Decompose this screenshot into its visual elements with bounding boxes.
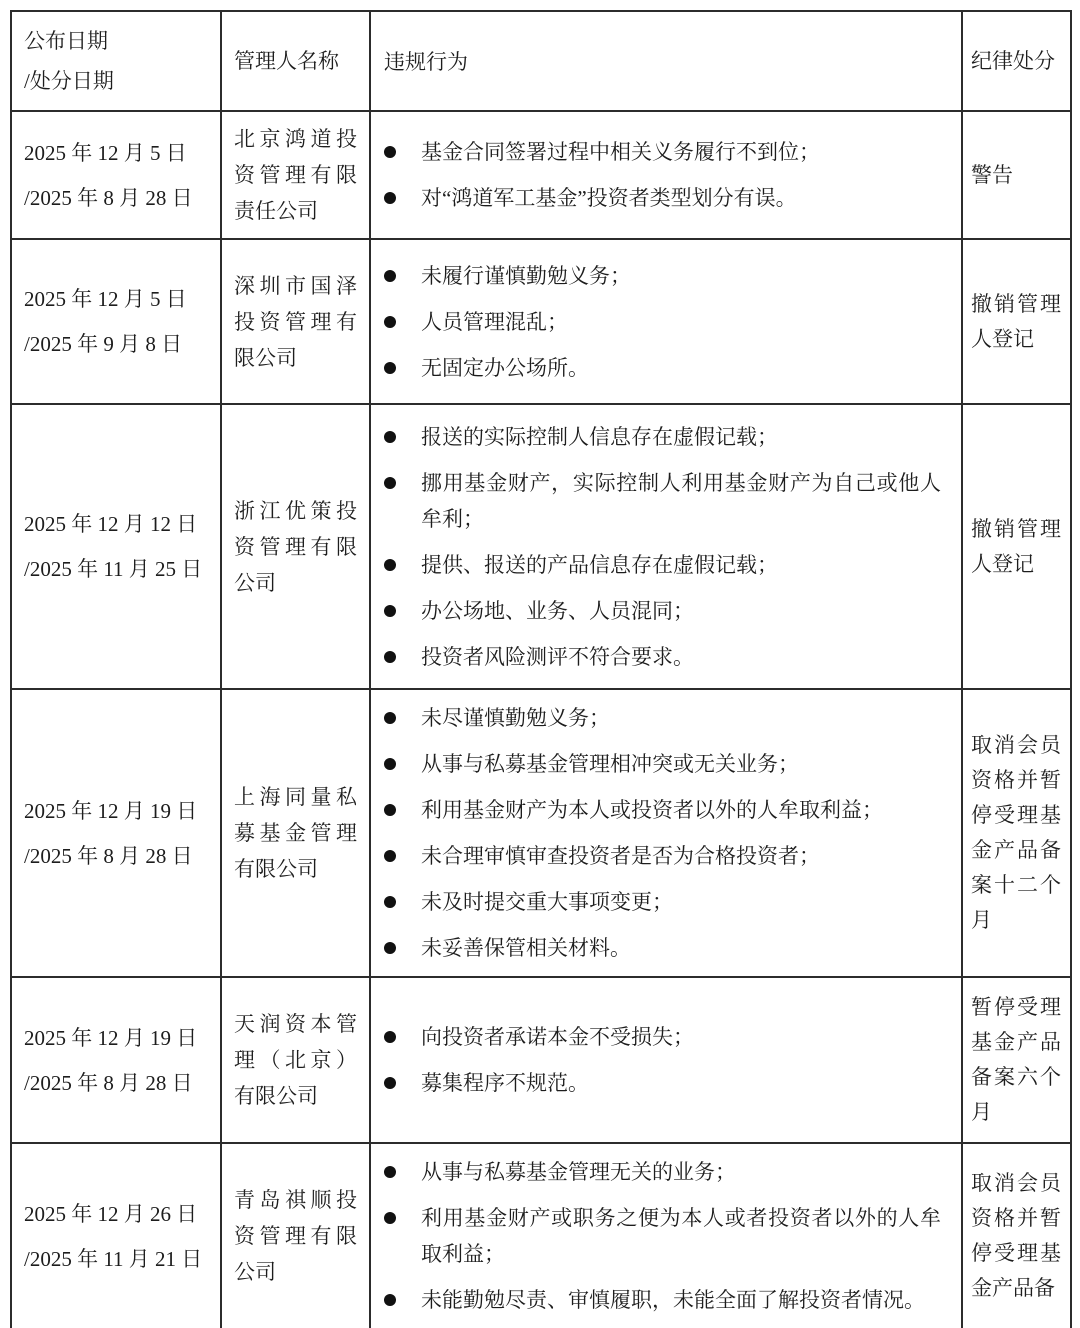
header-date-cell bbox=[11, 11, 221, 111]
publish-date: 2025 年 12 月 5 日 bbox=[24, 287, 187, 311]
violation-text: 基金合同签署过程中相关义务履行不到位； bbox=[421, 140, 820, 164]
bullet-icon bbox=[384, 850, 396, 862]
bullet-icon bbox=[384, 477, 396, 489]
bullet-icon bbox=[384, 146, 396, 158]
violation-item bbox=[384, 792, 941, 828]
table-row bbox=[11, 404, 1071, 689]
bullet-icon bbox=[384, 1294, 396, 1306]
table-row bbox=[11, 239, 1071, 404]
violation-item bbox=[384, 838, 941, 874]
violation-text: 从事与私募基金管理相冲突或无关业务； bbox=[421, 752, 799, 776]
violation-item bbox=[384, 350, 941, 386]
violation-text: 未妥善保管相关材料。 bbox=[421, 936, 631, 960]
violations-cell bbox=[370, 977, 962, 1143]
punish-date: /2025 年 11 月 21 日 bbox=[24, 1246, 203, 1271]
table-row bbox=[11, 977, 1071, 1143]
violation-item bbox=[384, 746, 941, 782]
violation-text: 募集程序不规范。 bbox=[421, 1071, 589, 1095]
date-cell bbox=[11, 111, 221, 239]
violation-item bbox=[384, 304, 941, 340]
header-penalty-cell: 纪律处分 bbox=[962, 11, 1071, 111]
bullet-icon bbox=[384, 896, 396, 908]
bullet-icon bbox=[384, 1031, 396, 1043]
violation-text: 对“鸿道军工基金”投资者类型划分有误。 bbox=[421, 186, 797, 210]
violation-item bbox=[384, 593, 941, 629]
violation-text: 提供、报送的产品信息存在虚假记载； bbox=[421, 552, 778, 577]
bullet-icon bbox=[384, 804, 396, 816]
bullet-icon bbox=[384, 192, 396, 204]
violations-cell bbox=[370, 239, 962, 404]
bullet-icon bbox=[384, 1166, 396, 1178]
table-row bbox=[11, 111, 1071, 239]
date-cell bbox=[11, 977, 221, 1143]
bullet-icon bbox=[384, 605, 396, 617]
penalty-cell: 取消会员资格并暂停受理基金产品备案十二个月 bbox=[962, 689, 1071, 977]
date-cell bbox=[11, 689, 221, 977]
violations-cell bbox=[370, 111, 962, 239]
publish-date: 2025 年 12 月 26 日 bbox=[24, 1201, 198, 1226]
bullet-icon bbox=[384, 942, 396, 954]
punish-date: /2025 年 9 月 8 日 bbox=[24, 332, 183, 356]
violation-text: 利用基金财产为本人或投资者以外的人牟取利益； bbox=[421, 798, 883, 822]
manager-cell: 天润资本管理（北京）有限公司 bbox=[221, 977, 370, 1143]
violation-text: 未合理审慎审查投资者是否为合格投资者； bbox=[421, 844, 820, 868]
bullet-icon bbox=[384, 316, 396, 328]
violation-item bbox=[384, 1065, 941, 1101]
violation-item bbox=[384, 180, 941, 216]
violation-text: 投资者风险测评不符合要求。 bbox=[421, 644, 694, 669]
violation-text: 无固定办公场所。 bbox=[421, 355, 589, 380]
bullet-icon bbox=[384, 712, 396, 724]
violation-text: 未履行谨慎勤勉义务； bbox=[421, 263, 631, 288]
penalty-cell: 暂停受理基金产品备案六个月 bbox=[962, 977, 1071, 1143]
bullet-icon bbox=[384, 758, 396, 770]
violation-text: 利用基金财产或职务之便为本人或者投资者以外的人牟取利益； bbox=[421, 1206, 941, 1266]
disciplinary-table bbox=[10, 10, 1072, 1328]
bullet-icon bbox=[384, 1212, 396, 1224]
violations-cell bbox=[370, 404, 962, 689]
date-cell bbox=[11, 1143, 221, 1328]
header-manager-cell: 管理人名称 bbox=[221, 11, 370, 111]
punish-date: /2025 年 8 月 28 日 bbox=[24, 185, 193, 210]
violation-text: 向投资者承诺本金不受损失； bbox=[421, 1025, 694, 1049]
punish-date: /2025 年 8 月 28 日 bbox=[24, 1070, 193, 1095]
violation-text: 未尽谨慎勤勉义务； bbox=[421, 706, 610, 730]
violation-text: 报送的实际控制人信息存在虚假记载； bbox=[421, 424, 778, 449]
header-publish-date-label: 公布日期 bbox=[24, 29, 108, 53]
manager-cell: 青岛祺顺投资管理有限公司 bbox=[221, 1143, 370, 1328]
violation-item bbox=[384, 1154, 941, 1190]
violation-item bbox=[384, 547, 941, 583]
publish-date: 2025 年 12 月 19 日 bbox=[24, 798, 198, 823]
violation-text: 挪用基金财产，实际控制人利用基金财产为自己或他人牟利； bbox=[421, 470, 941, 531]
header-violation-cell: 违规行为 bbox=[370, 11, 962, 111]
bullet-icon bbox=[384, 431, 396, 443]
publish-date: 2025 年 12 月 5 日 bbox=[24, 140, 187, 165]
table-row bbox=[11, 689, 1071, 977]
violation-item bbox=[384, 1019, 941, 1055]
violation-item bbox=[384, 930, 941, 966]
violation-text: 办公场地、业务、人员混同； bbox=[421, 598, 694, 623]
violation-item bbox=[384, 639, 941, 675]
violation-item bbox=[384, 884, 941, 920]
violation-item bbox=[384, 465, 941, 537]
punish-date: /2025 年 11 月 25 日 bbox=[24, 557, 203, 581]
bullet-icon bbox=[384, 362, 396, 374]
penalty-cell: 撤销管理人登记 bbox=[962, 404, 1071, 689]
header-punish-date-label: /处分日期 bbox=[24, 69, 114, 93]
violation-text: 人员管理混乱； bbox=[421, 309, 568, 334]
manager-cell: 北京鸿道投资管理有限责任公司 bbox=[221, 111, 370, 239]
violation-text: 未能勤勉尽责、审慎履职，未能全面了解投资者情况。 bbox=[421, 1288, 925, 1312]
violation-item bbox=[384, 134, 941, 170]
violation-text: 未及时提交重大事项变更； bbox=[421, 890, 673, 914]
violation-item bbox=[384, 419, 941, 455]
violation-item bbox=[384, 1200, 941, 1272]
penalty-cell: 取消会员资格并暂停受理基金产品备 bbox=[962, 1143, 1071, 1328]
violation-item bbox=[384, 1282, 941, 1318]
manager-cell: 浙江优策投资管理有限公司 bbox=[221, 404, 370, 689]
violation-item bbox=[384, 700, 941, 736]
punish-date: /2025 年 8 月 28 日 bbox=[24, 843, 193, 868]
bullet-icon bbox=[384, 270, 396, 282]
manager-cell: 深圳市国泽投资管理有限公司 bbox=[221, 239, 370, 404]
manager-cell: 上海同量私募基金管理有限公司 bbox=[221, 689, 370, 977]
penalty-cell: 警告 bbox=[962, 111, 1071, 239]
violations-cell bbox=[370, 1143, 962, 1328]
bullet-icon bbox=[384, 651, 396, 663]
table-header-row bbox=[11, 11, 1071, 111]
table-row bbox=[11, 1143, 1071, 1328]
date-cell bbox=[11, 239, 221, 404]
violation-text: 从事与私募基金管理无关的业务； bbox=[421, 1160, 736, 1184]
bullet-icon bbox=[384, 559, 396, 571]
violations-cell bbox=[370, 689, 962, 977]
violation-item bbox=[384, 258, 941, 294]
bullet-icon bbox=[384, 1077, 396, 1089]
publish-date: 2025 年 12 月 12 日 bbox=[24, 512, 198, 536]
publish-date: 2025 年 12 月 19 日 bbox=[24, 1025, 198, 1050]
date-cell bbox=[11, 404, 221, 689]
penalty-cell: 撤销管理人登记 bbox=[962, 239, 1071, 404]
